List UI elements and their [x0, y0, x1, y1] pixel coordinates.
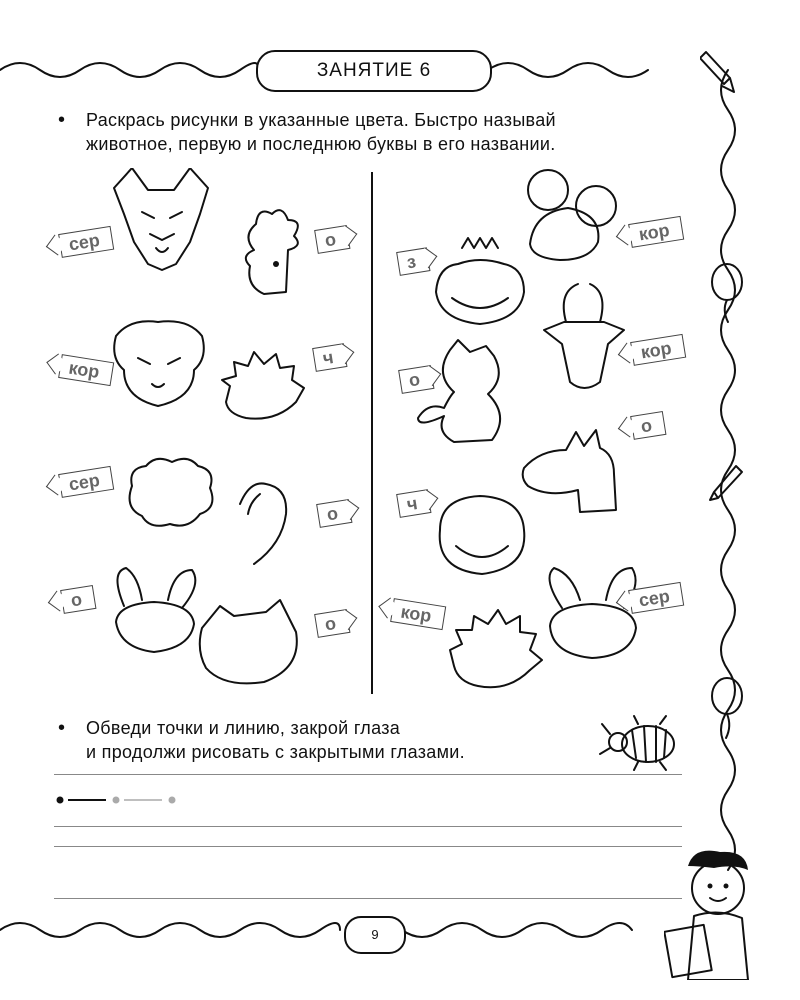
balloon-icon [708, 676, 746, 740]
ruled-line [54, 846, 682, 847]
tag-left-5: сер [58, 466, 114, 498]
task2-text [58, 716, 465, 762]
tag-left-7: о [60, 585, 96, 614]
wolf-icon[interactable] [104, 168, 220, 272]
tag-left-3: кор [58, 354, 114, 386]
sheep-icon[interactable] [122, 456, 222, 532]
kitten-icon[interactable] [414, 336, 522, 448]
trace-dots-line[interactable] [54, 792, 194, 808]
goat-icon[interactable] [538, 282, 630, 394]
ruled-line [54, 826, 682, 827]
giraffe-icon[interactable] [518, 416, 636, 516]
cat-icon[interactable] [194, 598, 304, 688]
tag-right-8: сер [628, 582, 684, 614]
mouse-icon[interactable] [520, 168, 620, 264]
tag-left-8: о [314, 609, 350, 638]
tag-left-1: сер [58, 226, 114, 258]
balloon-icon [708, 262, 746, 324]
task1-bullet: • [58, 109, 66, 131]
ruled-line [54, 774, 682, 775]
task2-line2: и продолжи рисовать с закрытыми глазами. [86, 742, 465, 762]
rabbit-icon[interactable] [540, 562, 646, 660]
tag-right-5: о [630, 411, 666, 440]
flamingo-icon[interactable] [230, 474, 300, 566]
tag-right-4: кор [630, 334, 686, 366]
rabbit-icon[interactable] [104, 562, 204, 654]
task2-line1: Обведи точки и линию, закрой глаза [86, 718, 401, 738]
beetle-icon [598, 714, 682, 772]
hedgehog-icon[interactable] [444, 606, 544, 696]
task2-bullet: • [58, 717, 66, 739]
monkey-icon[interactable] [430, 490, 532, 578]
tiger-icon[interactable] [108, 318, 210, 410]
tag-left-4: ч [312, 343, 348, 372]
frog-icon[interactable] [428, 236, 532, 328]
task1-line2: животное, первую и последнюю буквы в его названии. [86, 134, 556, 154]
rooster-icon[interactable] [236, 206, 308, 298]
hedgehog-icon[interactable] [216, 346, 306, 426]
pencil-icon [700, 48, 736, 98]
task1-text [58, 108, 556, 154]
tag-right-2: кор [628, 216, 684, 248]
tag-right-7: кор [390, 598, 446, 630]
lesson-title: ЗАНЯТИЕ 6 [256, 50, 492, 92]
tag-right-1: з [396, 247, 430, 276]
tag-right-3: о [398, 365, 434, 394]
column-divider [371, 172, 373, 694]
tag-right-6: ч [396, 489, 432, 518]
pencil-icon [708, 462, 744, 502]
tag-left-6: о [316, 499, 352, 528]
ruled-line [54, 898, 682, 899]
tag-left-2: о [314, 225, 350, 254]
boy-icon [664, 846, 762, 980]
task1-line1: Раскрась рисунки в указанные цвета. Быстро называй [86, 110, 556, 130]
page-number: 9 [344, 916, 406, 954]
